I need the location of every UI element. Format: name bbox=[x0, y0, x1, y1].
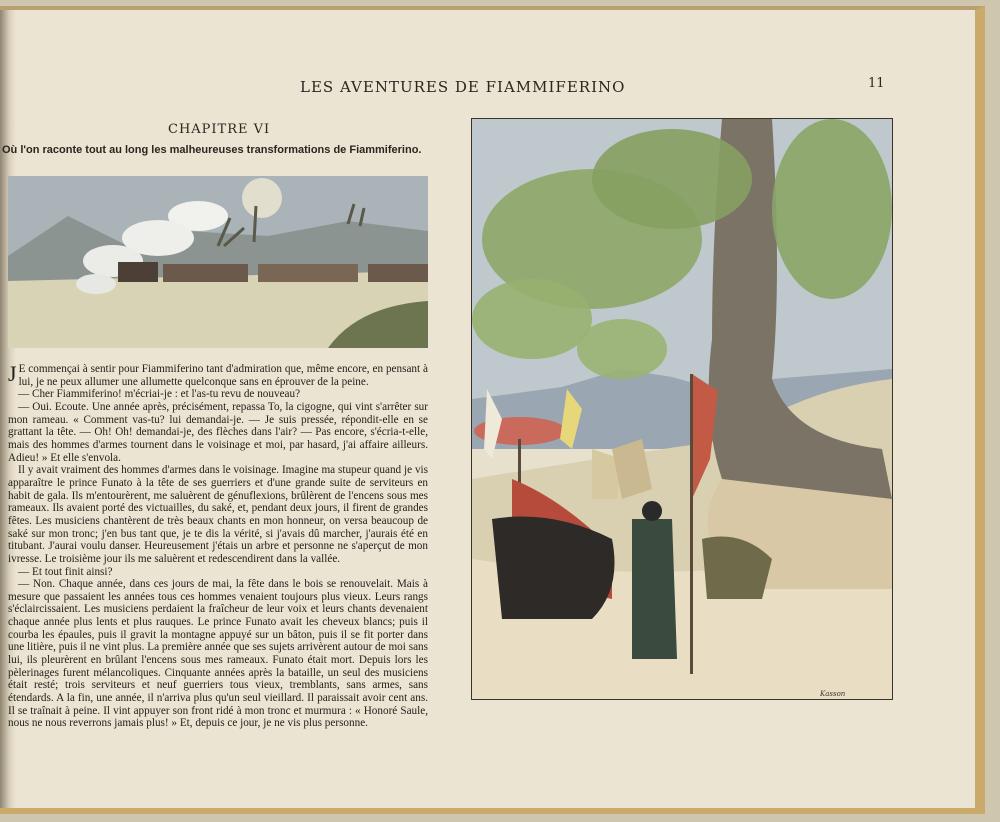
running-head: LES AVENTURES DE FIAMMIFERINO bbox=[300, 78, 626, 96]
drop-cap: J bbox=[8, 361, 17, 386]
body-text bbox=[8, 363, 428, 730]
page-number: 11 bbox=[868, 76, 885, 91]
artist-signature: Kasson bbox=[820, 690, 846, 698]
chapter-title: CHAPITRE VI bbox=[168, 122, 271, 137]
paragraph: — Oui. Ecoute. Une année après, précisément, repassa To, la cigogne, qui vint s'arrêter sur mon rameau. « Comment vas-tu? lui demandai-je. — Je suis pressée, répondit-elle en se grattant la tête. — Oh! Oh! demandai-je, des flèches dans l'air? — Pas encore, s'écria-t-elle, mais des hommes d'armes tournent dans le voisinage et moi, par hasard, j'ai affaire ailleurs. Adieu! » Et elle s'envola. bbox=[8, 400, 428, 464]
paragraph bbox=[8, 363, 428, 388]
paragraph: — Et tout finit ainsi? bbox=[18, 565, 113, 578]
train-vignette bbox=[8, 176, 428, 348]
color-plate bbox=[471, 118, 893, 700]
paragraph: Il y avait vraiment des hommes d'armes dans le voisinage. Imagine ma stupeur quand je vis apparaître le prince Funato à la tête de ses guerriers et d'une grande suite de serviteurs en habit de gala. Ils m'entourèrent, me saluèrent de génuflexions, brûlèrent de l'encens sous mes rameaux. Ils avaient porté des victuailles, du saké, et, pendant deux jours, il firent de grandes fêtes. Les musiciens chantèrent de très beaux chants en mon honneur, on versa beaucoup de saké sur mon tronc; j'en bus tant que, je te dis la vérité, si j'avais dû marcher, j'aurais été en titubant. J'aurai voulu danser. Heureusement j'étais un arbre et personne ne s'aperçut de mon ivresse. Le troisième jour ils me saluèrent et redescendirent dans la vallée. bbox=[8, 464, 428, 565]
procession-illustration bbox=[472, 119, 892, 699]
chapter-subtitle: Où l'on raconte tout au long les malheureuses transformations de Fiammiferino. bbox=[2, 144, 422, 156]
paragraph-text: E commençai à sentir pour Fiammiferino tant d'admiration que, même encore, en pensant à lui, je ne peux allumer une allumette quelconque sans en éprouver de la peine. bbox=[18, 363, 428, 388]
paragraph: — Non. Chaque année, dans ces jours de mai, la fête dans le bois se renouvelait. Mais à mesure que passaient les années tous ces hommes venaient toujours plus vieux. Leurs rangs s'éclaircissaient. Les musiciens perdaient la fraîcheur de leur voix et leurs chants devenaient chaque année plus lents et plus rauques. Le prince Funato avait les cheveux blancs; puis il courba les épaules, puis il gravit la montagne appuyé sur un bâton, puis il se fit porter dans une litière, puis il ne vint plus. La première année que ses sujets arrivèrent autour de moi sans lui, ils pleurèrent en brûlant l'encens sous mes rameaux. Funato était mort. Depuis lors les pèlerinages furent mélancoliques. Cinquante années après la bataille, un seul des musiciens était resté; trois serviteurs et neuf guerriers tous vieux, tremblants, sans armes, sans étendards. A la fin, une année, il n'arriva plus qu'un seul vieillard. Il paraissait avoir cent ans. Il se traînait à peine. Il vint appuyer son front ridé à mon tronc et murmura : « Honoré Saule, nous ne nous reverrons jamais plus! » Et, depuis ce jour, je ne vis plus personne. bbox=[8, 578, 428, 730]
paragraph: — Cher Fiammiferino! m'écriai-je : et l'as-tu revu de nouveau? bbox=[18, 388, 301, 401]
